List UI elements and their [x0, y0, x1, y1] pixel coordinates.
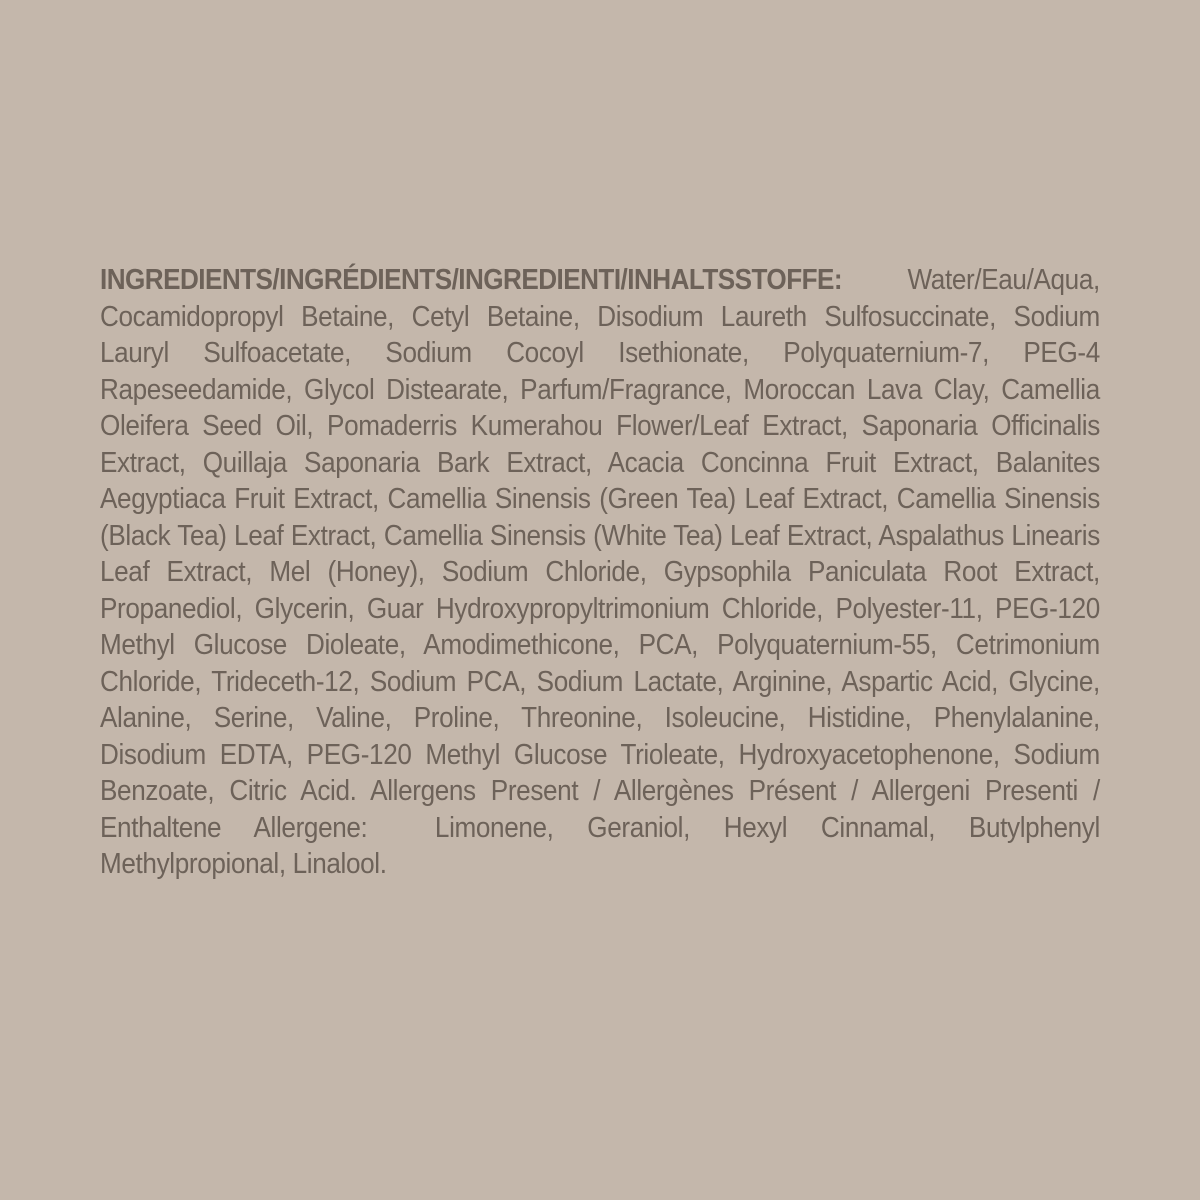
ingredients-list: Water/Eau/Aqua, Cocamidopropyl Betaine, Cetyl Betaine, Disodium Laureth Sulfosuccinate, Sodium Lauryl Sulfoacetate, Sodium Cocoyl Isethionate, Polyquaternium-7, PEG-4 Rapeseedamide, Glycol Distearate, Parfum/Fragrance, Moroccan Lava Clay, Camellia Oleifera Seed Oil, Pomaderris Kumerahou Flower/Leaf Extract, Saponaria Officinalis Extract, Quillaja Saponaria Bark Extract, Acacia Concinna Fruit Extract, Balanites Aegyptiaca Fruit Extract, Camellia Sinensis (Green Tea) Leaf Extract, Camellia Sinensis (Black Tea) Leaf Extract, Camellia Sinensis (White Tea) Leaf Extract, Aspalathus Linearis Leaf Extract, Mel (Honey), Sodium Chloride, Gypsophila Paniculata Root Extract, Propanediol, Glycerin, Guar Hydroxypropyltrimonium Chloride, Polyester-11, PEG-120 Methyl Glucose Dioleate, Amodimethicone, PCA, Polyquaternium-55, Cetrimonium Chloride, Trideceth-12, Sodium PCA, Sodium Lactate, Arginine, Aspartic Acid, Glycine, Alanine, Serine, Valine, Proline, Threonine, Isoleucine, Histidine, Phenylalanine, Disodium EDTA, PEG-120 Methyl Glucose Trioleate, Hydroxyacetophenone, Sodium Benzoate, Citric Acid. — [100, 264, 1100, 807]
ingredients-heading: INGREDIENTS/INGRÉDIENTS/INGREDIENTI/INHALTSSTOFFE: — [100, 264, 843, 296]
ingredients-paragraph — [100, 262, 1100, 883]
allergens-heading: Allergens Present / Allergènes Présent / Allergeni Presenti / Enthaltene Allergene: — [100, 775, 1100, 844]
allergens-list: Limonene, Geraniol, Hexyl Cinnamal, Butylphenyl Methylpropional, Linalool. — [100, 811, 1100, 880]
ingredients-panel — [100, 262, 1100, 883]
